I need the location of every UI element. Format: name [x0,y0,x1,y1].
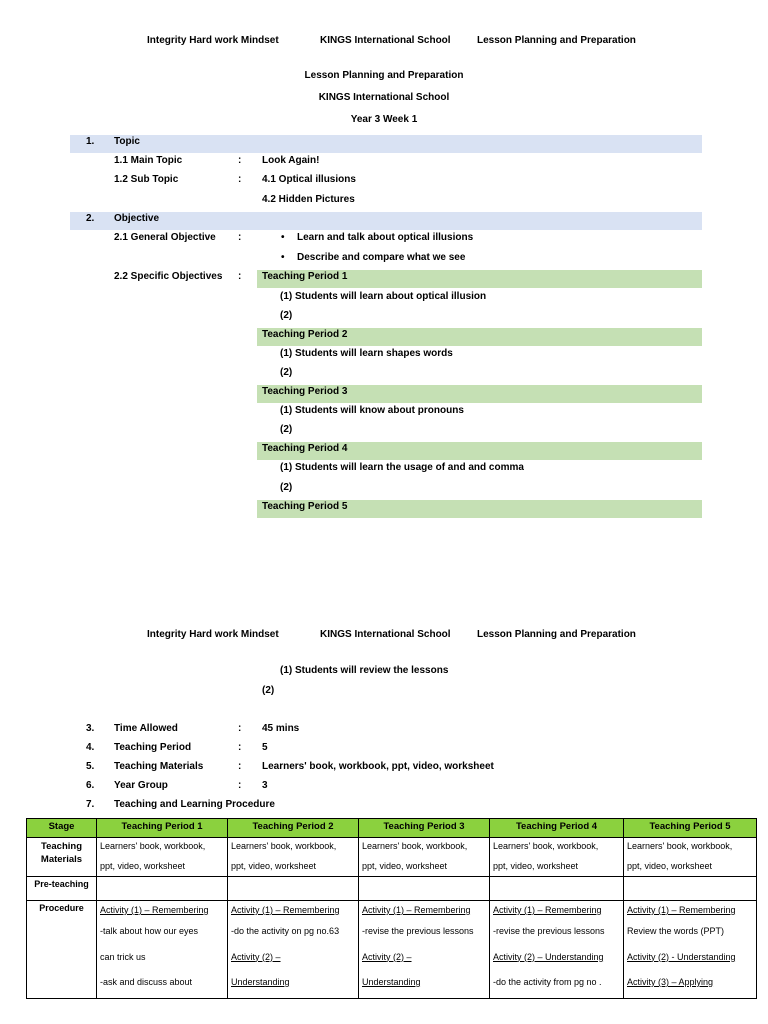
table-cell [359,877,490,901]
column-header: Teaching Period 5 [624,819,757,838]
header-motto: Integrity Hard work Mindset [147,629,279,640]
detail-label: Year Group [114,780,168,791]
cell-line: Learners' book, workbook, [231,841,337,851]
detail-number: 5. [86,761,95,772]
detail-number: 4. [86,742,95,753]
title-line-1: Lesson Planning and Preparation [304,70,464,81]
table-cell [490,877,624,901]
cell-line: Activity (1) – Remembering [627,905,736,915]
cell-line: Activity (1) – Remembering [231,905,340,915]
table-cell [624,901,757,999]
cell-line: ppt, video, worksheet [100,861,186,871]
table-cell [624,838,757,877]
objective-band [70,212,702,230]
period-item: (1) Students will learn about optical illusion [280,291,487,302]
table-cell [97,901,228,999]
colon: : [238,723,242,734]
cell-line: -revise the previous lessons [493,926,605,936]
table-cell [490,901,624,999]
cell-line: -do the activity from pg no . [493,977,602,987]
colon: : [238,155,242,166]
cell-line: Review the words (PPT) [627,926,725,936]
cell-line: Activity (2) – [231,951,281,962]
table-cell [228,877,359,901]
colon: : [238,271,242,282]
detail-label: Teaching Materials [114,761,204,772]
detail-label: Teaching Period [114,742,192,753]
header-doc: Lesson Planning and Preparation [477,35,636,46]
cell-line: Learners' book, workbook, [627,841,733,851]
cell-line: ppt, video, worksheet [627,861,713,871]
title-line-3: Year 3 Week 1 [350,114,418,125]
cell-line: Activity (1) – Remembering [100,905,209,915]
table-row [27,877,757,901]
colon: : [238,232,242,243]
colon: : [238,174,242,185]
table-header-row [27,819,757,838]
column-header: Teaching Period 1 [97,819,228,838]
table-cell [97,838,228,877]
topic-label: Topic [114,136,140,147]
sub-topic-label: 1.2 Sub Topic [114,174,179,185]
period-item: (1) Students will learn shapes words [280,348,453,359]
period-item: (2) [280,367,293,378]
detail-label: Teaching and Learning Procedure [114,799,275,810]
specific-objectives-label: 2.2 Specific Objectives [114,271,223,282]
table-cell [359,901,490,999]
cell-line: -do the activity on pg no.63 [231,926,340,936]
table-row [27,838,757,877]
topic-band [70,135,702,153]
title-line-2: KINGS International School [318,92,450,103]
stage-cell: Teaching Materials [27,838,97,877]
cell-line: Activity (1) – Remembering [362,905,471,915]
cell-line: Learners' book, workbook, [493,841,599,851]
header-doc: Lesson Planning and Preparation [477,629,636,640]
detail-number: 3. [86,723,95,734]
period-title: Teaching Period 1 [262,271,348,282]
period-item: (1) Students will know about pronouns [280,405,464,416]
general-objective-item: • Describe and compare what we see [297,252,465,263]
table-cell [97,877,228,901]
sub-topic-value-2: 4.2 Hidden Pictures [262,194,355,205]
cell-line: -talk about how our eyes [100,926,199,936]
table-row [27,901,757,999]
cell-line: Activity (3) – Applying [627,977,714,987]
cell-line: Understanding [362,977,421,987]
detail-number: 6. [86,780,95,791]
cell-line: Activity (2) – [362,951,412,962]
cell-line: Activity (2) - Understanding [627,951,736,962]
objective-number: 2. [86,213,95,224]
cell-line: -revise the previous lessons [362,926,474,936]
procedure-table [26,818,757,999]
colon: : [238,780,242,791]
cell-line: Learners' book, workbook, [100,841,206,851]
period-item: (1) Students will learn the usage of and and comma [280,462,524,473]
general-objective-item: • Learn and talk about optical illusions [297,232,473,243]
period-item: (2) [262,685,275,696]
table-cell [228,838,359,877]
detail-label: Time Allowed [114,723,178,734]
period-item: (1) Students will review the lessons [280,665,449,676]
cell-line: ppt, video, worksheet [231,861,317,871]
period-item: (2) [280,424,293,435]
colon: : [238,761,242,772]
main-topic-value: Look Again! [262,155,320,166]
colon: : [238,742,242,753]
cell-line: Understanding [231,977,290,987]
cell-line: Activity (2) – Understanding [493,951,604,962]
header-motto: Integrity Hard work Mindset [147,35,279,46]
general-objective-label: 2.1 General Objective [114,232,216,243]
table-cell [359,838,490,877]
cell-line: ppt, video, worksheet [362,861,448,871]
detail-value: 45 mins [262,723,300,734]
cell-line: Activity (1) – Remembering [493,905,602,915]
sub-topic-value-1: 4.1 Optical illusions [262,174,356,185]
period-title: Teaching Period 3 [262,386,348,397]
stage-cell: Procedure [27,901,97,999]
cell-line: -ask and discuss about [100,977,193,987]
main-topic-label: 1.1 Main Topic [114,155,183,166]
detail-value: 3 [262,780,268,791]
column-header: Teaching Period 4 [490,819,624,838]
period-item: (2) [280,482,293,493]
header-school: KINGS International School [320,35,451,46]
topic-number: 1. [86,136,95,147]
period-item: (2) [280,310,293,321]
cell-line: Learners' book, workbook, [362,841,468,851]
column-header: Teaching Period 3 [359,819,490,838]
detail-number: 7. [86,799,95,810]
detail-value: Learners' book, workbook, ppt, video, worksheet [262,761,494,772]
cell-line: ppt, video, worksheet [493,861,579,871]
column-header: Stage [27,819,97,838]
cell-line: can trick us [100,951,146,962]
period-title: Teaching Period 4 [262,443,348,454]
column-header: Teaching Period 2 [228,819,359,838]
stage-cell: Pre-teaching [27,877,97,901]
objective-label: Objective [114,213,160,224]
detail-value: 5 [262,742,268,753]
period-title: Teaching Period 5 [262,501,348,512]
period-title: Teaching Period 2 [262,329,348,340]
table-cell [228,901,359,999]
table-cell [624,877,757,901]
header-school: KINGS International School [320,629,451,640]
table-cell [490,838,624,877]
